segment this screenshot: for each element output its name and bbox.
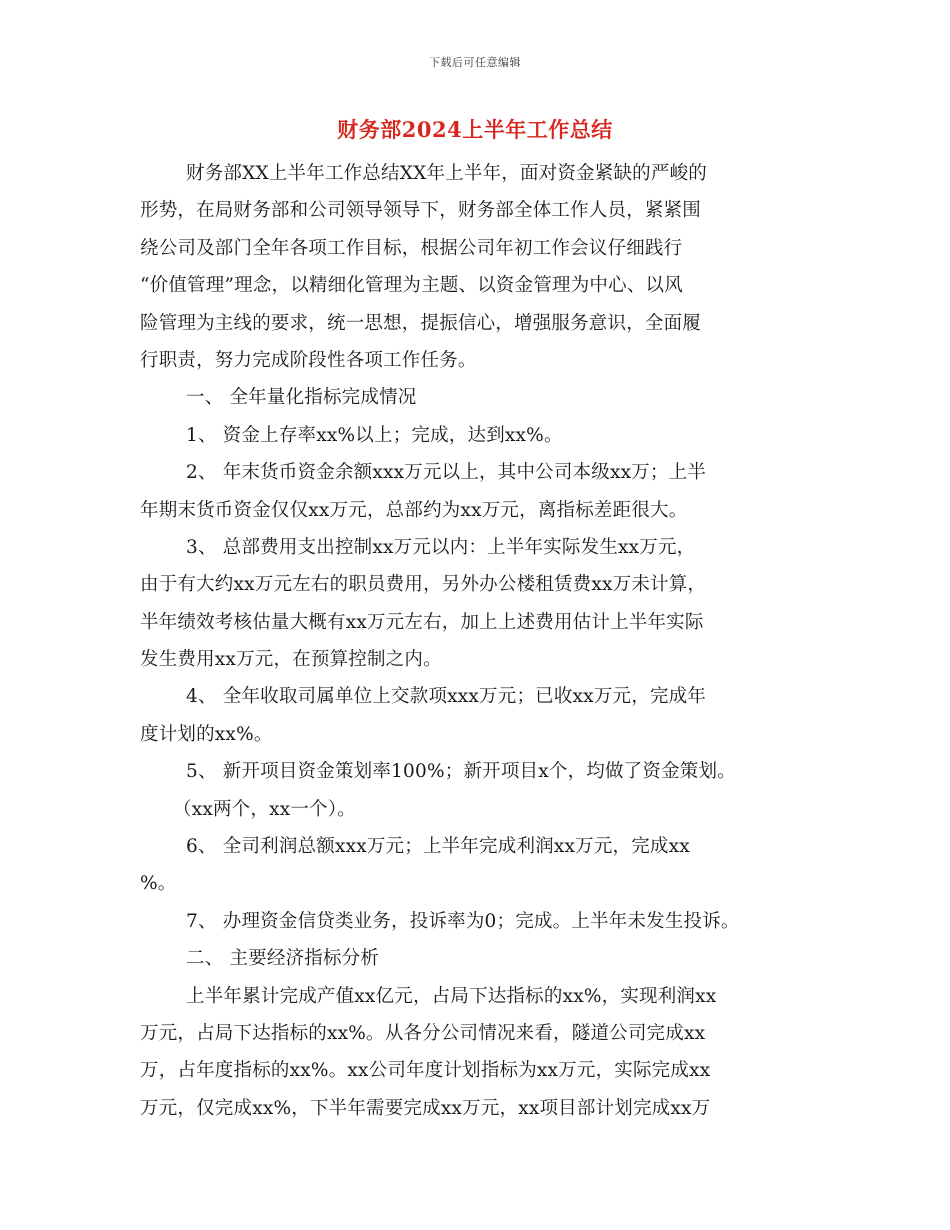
list-item: 5、 新开项目资金策划率100%；新开项目x个，均做了资金策划。 <box>186 761 736 783</box>
paragraph-line: 上半年累计完成产值xx亿元，占局下达指标的xx%，实现利润xx <box>186 985 717 1007</box>
document-body <box>140 160 830 1132</box>
paragraph-line: “价值管理”理念，以精细化管理为主题、以资金管理为中心、以风 <box>140 275 683 297</box>
paragraph-line: 年期末货币资金仅仅xx万元，总部约为xx万元，离指标差距很大。 <box>140 499 688 521</box>
list-item: 2、 年末货币资金余额xxx万元以上，其中公司本级xx万；上半 <box>186 462 707 484</box>
paragraph-line: 半年绩效考核估量大概有xx万元左右，加上上述费用估计上半年实际 <box>140 611 704 633</box>
list-item: 6、 全司利润总额xxx万元；上半年完成利润xx万元，完成xx <box>186 836 690 858</box>
paragraph-line: 财务部XX上半年工作总结XX年上半年，面对资金紧缺的严峻的 <box>186 163 707 184</box>
paragraph-line: 万元，占局下达指标的xx%。从各分公司情况来看，隧道公司完成xx <box>140 1022 706 1044</box>
paragraph-line: （xx两个，xx一个）。 <box>173 798 356 820</box>
section-heading: 一、 全年量化指标完成情况 <box>186 387 417 409</box>
paragraph-line: 发生费用xx万元，在预算控制之内。 <box>140 649 442 671</box>
list-item: 4、 全年收取司属单位上交款项xxx万元；已收xx万元，完成年 <box>186 686 707 708</box>
list-item: 3、 总部费用支出控制xx万元以内：上半年实际发生xx万元， <box>186 536 696 558</box>
paragraph-line: 行职责，努力完成阶段性各项工作任务。 <box>140 349 477 371</box>
paragraph-line: 险管理为主线的要求，统一思想，提振信心，增强服务意识，全面履 <box>140 312 702 334</box>
paragraph-line: 由于有大约xx万元左右的职员费用，另外办公楼租赁费xx万未计算， <box>140 574 707 596</box>
section-heading: 二、 主要经济指标分析 <box>186 948 380 970</box>
paragraph-line: 度计划的xx%。 <box>140 723 273 745</box>
list-item: 7、 办理资金信贷类业务，投诉率为0；完成。上半年未发生投诉。 <box>186 910 740 932</box>
document-title: 财务部2024上半年工作总结 <box>337 117 613 142</box>
list-item: 1、 资金上存率xx%以上；完成，达到xx%。 <box>186 424 563 446</box>
paragraph-line: 万，占年度指标的xx%。xx公司年度计划指标为xx万元，实际完成xx <box>140 1060 711 1082</box>
paragraph-line: %。 <box>140 873 177 895</box>
paragraph-line: 形势，在局财务部和公司领导领导下，财务部全体工作人员，紧紧围 <box>140 200 702 222</box>
header-note: 下载后可任意编辑 <box>429 56 521 69</box>
paragraph-line: 万元，仅完成xx%，下半年需要完成xx万元，xx项目部计划完成xx万 <box>140 1097 711 1119</box>
paragraph-line: 绕公司及部门全年各项工作目标，根据公司年初工作会议仔细践行 <box>140 237 683 259</box>
